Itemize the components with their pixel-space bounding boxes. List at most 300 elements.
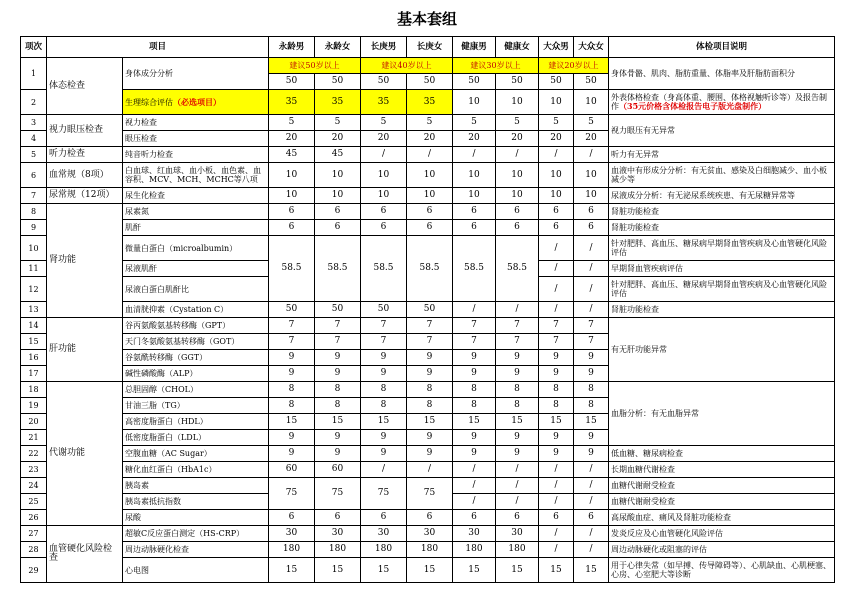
row-index: 4 [21, 131, 47, 147]
price-cell: 9 [361, 350, 407, 366]
price-cell: 30 [315, 526, 361, 542]
price-cell: 9 [315, 446, 361, 462]
table-row [21, 446, 835, 462]
price-cell: 9 [496, 430, 539, 446]
price-cell: 9 [539, 350, 574, 366]
row-index: 18 [21, 382, 47, 398]
price-cell: 7 [269, 318, 315, 334]
price-cell: 7 [315, 334, 361, 350]
price-cell: / [539, 236, 574, 261]
advice-cell: 建议40岁以上 [361, 58, 453, 74]
price-cell: 7 [361, 334, 407, 350]
price-cell: 60 [315, 462, 361, 478]
price-cell: / [453, 494, 496, 510]
description: 针对肥胖、高血压、糖尿病早期肾血管疾病及心血管硬化风险评估 [609, 236, 835, 261]
table-row [21, 204, 835, 220]
price-cell: 9 [574, 430, 609, 446]
price-cell: / [539, 277, 574, 302]
price-cell: 10 [539, 163, 574, 188]
header-index: 项次 [21, 37, 47, 58]
price-cell: 7 [407, 318, 453, 334]
header-col-7: 大众男 [539, 37, 574, 58]
price-cell: 15 [361, 558, 407, 583]
price-cell: 6 [361, 220, 407, 236]
price-cell: 20 [539, 131, 574, 147]
description: 周边动脉硬化或阻塞的评估 [609, 542, 835, 558]
price-cell: 9 [315, 430, 361, 446]
price-cell: / [539, 147, 574, 163]
price-cell: 5 [453, 115, 496, 131]
item-name: 肌酐 [123, 220, 269, 236]
category-label: 肾功能 [47, 204, 123, 318]
item-name: 纯音听力检查 [123, 147, 269, 163]
price-cell: 9 [315, 350, 361, 366]
price-cell: 30 [361, 526, 407, 542]
price-cell: / [496, 462, 539, 478]
price-cell: 15 [539, 558, 574, 583]
table-row [21, 558, 835, 583]
price-cell: 6 [574, 510, 609, 526]
price-cell: 50 [496, 74, 539, 90]
price-cell: 9 [361, 430, 407, 446]
table-row [21, 478, 835, 494]
price-cell: 5 [407, 115, 453, 131]
item-name: 高密度脂蛋白（HDL） [123, 414, 269, 430]
price-cell: 6 [315, 510, 361, 526]
price-cell: 9 [453, 446, 496, 462]
price-cell: 15 [539, 414, 574, 430]
row-index: 28 [21, 542, 47, 558]
price-cell: 6 [407, 510, 453, 526]
category-label: 视力眼压检查 [47, 115, 123, 147]
description: 肾脏功能检查 [609, 220, 835, 236]
price-cell: / [496, 478, 539, 494]
item-name: 尿酸 [123, 510, 269, 526]
row-index: 7 [21, 188, 47, 204]
price-cell: 30 [453, 526, 496, 542]
price-cell: 180 [315, 542, 361, 558]
price-cell: / [496, 302, 539, 318]
description: 血液中有形成分分析：有无贫血、感染及白细胞减少、血小板减少等 [609, 163, 835, 188]
row-index: 13 [21, 302, 47, 318]
price-cell: 35 [269, 90, 315, 115]
price-cell: / [574, 277, 609, 302]
item-name: 天门冬氨酸氨基转移酶（GOT） [123, 334, 269, 350]
description: 低血糖、糖尿病检查 [609, 446, 835, 462]
price-cell: 6 [539, 510, 574, 526]
price-cell: 35 [361, 90, 407, 115]
row-index: 27 [21, 526, 47, 542]
category-label: 血常规（8项） [47, 163, 123, 188]
price-cell: 20 [269, 131, 315, 147]
price-cell: 7 [315, 318, 361, 334]
price-cell: 6 [315, 220, 361, 236]
advice-cell: 建议30岁以上 [453, 58, 539, 74]
price-cell: 8 [453, 382, 496, 398]
price-cell: 10 [574, 188, 609, 204]
price-cell: 8 [269, 398, 315, 414]
row-index: 20 [21, 414, 47, 430]
price-cell: 75 [269, 478, 315, 510]
price-cell: 20 [361, 131, 407, 147]
price-cell: 6 [453, 220, 496, 236]
price-cell: 6 [269, 510, 315, 526]
item-name: 空腹血糖（AC Sugar） [123, 446, 269, 462]
price-cell: 180 [453, 542, 496, 558]
item-name: 总胆固醇（CHOL） [123, 382, 269, 398]
price-cell: 35 [315, 90, 361, 115]
price-cell: 10 [453, 163, 496, 188]
row-index: 15 [21, 334, 47, 350]
row-index: 3 [21, 115, 47, 131]
price-cell: 6 [315, 204, 361, 220]
price-cell: 10 [407, 188, 453, 204]
header-col-3: 长庚男 [361, 37, 407, 58]
price-cell: 10 [496, 90, 539, 115]
price-cell: 10 [361, 163, 407, 188]
row-index: 21 [21, 430, 47, 446]
price-cell: / [496, 147, 539, 163]
price-cell: 45 [269, 147, 315, 163]
price-cell: 50 [407, 74, 453, 90]
price-cell: 9 [539, 446, 574, 462]
description: 尿液成分分析：有无泌尿系统疾患、有无尿糖异常等 [609, 188, 835, 204]
price-cell: 9 [407, 430, 453, 446]
price-cell: 8 [539, 398, 574, 414]
price-cell: 10 [539, 90, 574, 115]
price-cell: 8 [407, 398, 453, 414]
price-cell: 9 [496, 350, 539, 366]
price-cell: 7 [539, 318, 574, 334]
row-index: 8 [21, 204, 47, 220]
table-row [21, 302, 835, 318]
price-cell: / [574, 478, 609, 494]
price-cell: / [574, 462, 609, 478]
table-row [21, 510, 835, 526]
advice-cell: 建议50岁以上 [269, 58, 361, 74]
price-cell: 50 [453, 74, 496, 90]
price-cell: 9 [539, 366, 574, 382]
price-cell: 15 [407, 558, 453, 583]
header-col-8: 大众女 [574, 37, 609, 58]
item-name: 糖化血红蛋白（HbA1c） [123, 462, 269, 478]
description: 早期肾血管疾病评估 [609, 261, 835, 277]
price-cell: 15 [574, 414, 609, 430]
price-cell: / [574, 147, 609, 163]
header-col-2: 永龄女 [315, 37, 361, 58]
price-cell: 5 [574, 115, 609, 131]
price-cell: / [361, 147, 407, 163]
row-index: 24 [21, 478, 47, 494]
price-cell: / [574, 494, 609, 510]
price-cell: 8 [361, 382, 407, 398]
description: 身体骨骼、肌肉、脂肪重量、体脂率及肝脂肪面积分 [609, 58, 835, 90]
price-cell: 10 [269, 163, 315, 188]
package-table [20, 36, 835, 583]
item-name: 低密度脂蛋白（LDL） [123, 430, 269, 446]
price-cell: 6 [496, 510, 539, 526]
description: 发炎反应及心血管硬化风险评估 [609, 526, 835, 542]
price-cell: 50 [269, 302, 315, 318]
price-cell: 7 [574, 334, 609, 350]
description: 血糖代谢耐受检查 [609, 494, 835, 510]
price-cell: 10 [315, 188, 361, 204]
price-cell: 15 [315, 558, 361, 583]
row-index: 6 [21, 163, 47, 188]
price-cell: 50 [539, 74, 574, 90]
category-label: 听力检查 [47, 147, 123, 163]
price-cell: 10 [539, 188, 574, 204]
price-cell: 5 [361, 115, 407, 131]
price-cell: 9 [453, 430, 496, 446]
item-name: 血清胱抑素（Cystation C） [123, 302, 269, 318]
price-cell: / [574, 236, 609, 261]
price-cell: 8 [407, 382, 453, 398]
row-index: 29 [21, 558, 47, 583]
price-cell: 9 [574, 350, 609, 366]
price-cell: 7 [496, 318, 539, 334]
description: 听力有无异常 [609, 147, 835, 163]
price-cell: 9 [315, 366, 361, 382]
price-cell: 9 [407, 366, 453, 382]
price-cell: / [574, 526, 609, 542]
price-cell: 180 [496, 542, 539, 558]
price-cell: / [453, 462, 496, 478]
price-cell: 20 [407, 131, 453, 147]
price-cell: / [407, 147, 453, 163]
price-cell: / [539, 542, 574, 558]
item-name-text: 生理综合评估 [125, 97, 173, 107]
category-label: 血管硬化风险检查 [47, 526, 123, 583]
price-cell: 9 [453, 350, 496, 366]
header-col-5: 健康男 [453, 37, 496, 58]
description: 有无肝功能异常 [609, 318, 835, 382]
price-cell: 50 [269, 74, 315, 90]
row-index: 9 [21, 220, 47, 236]
row-index: 1 [21, 58, 47, 90]
price-cell: 7 [539, 334, 574, 350]
price-cell: 7 [574, 318, 609, 334]
price-cell: 6 [361, 510, 407, 526]
price-cell: 7 [496, 334, 539, 350]
price-cell: 35 [407, 90, 453, 115]
table-row [21, 90, 835, 115]
price-cell: / [539, 302, 574, 318]
page-title: 基本套组 [396, 10, 457, 28]
price-cell: 20 [315, 131, 361, 147]
row-index: 10 [21, 236, 47, 261]
price-cell: / [496, 494, 539, 510]
header-row [21, 37, 835, 58]
price-cell: / [539, 494, 574, 510]
table-row [21, 147, 835, 163]
row-index: 11 [21, 261, 47, 277]
price-cell: 15 [574, 558, 609, 583]
row-index: 25 [21, 494, 47, 510]
price-cell: 8 [496, 398, 539, 414]
price-cell: / [539, 526, 574, 542]
item-name: 白血球、红血球、血小板、血色素、血容积、MCV、MCH、MCHC等八项 [123, 163, 269, 188]
price-cell: 6 [539, 220, 574, 236]
price-cell: 9 [361, 446, 407, 462]
price-cell: 45 [315, 147, 361, 163]
price-cell: 15 [453, 414, 496, 430]
price-cell: 9 [496, 366, 539, 382]
item-name: 胰岛素抵抗指数 [123, 494, 269, 510]
price-cell: 10 [574, 163, 609, 188]
price-cell: 6 [453, 204, 496, 220]
price-cell: 15 [496, 414, 539, 430]
price-cell: 6 [539, 204, 574, 220]
price-cell: 10 [407, 163, 453, 188]
price-cell: 10 [453, 90, 496, 115]
price-cell: / [453, 147, 496, 163]
description-note: （35元价格含体检报告电子版光盘制作） [619, 101, 767, 111]
price-cell: / [539, 462, 574, 478]
price-cell: 9 [407, 350, 453, 366]
description [609, 90, 835, 115]
price-cell: 5 [496, 115, 539, 131]
description: 血脂分析：有无血脂异常 [609, 382, 835, 446]
price-cell: 15 [269, 558, 315, 583]
table-row [21, 382, 835, 398]
price-cell: 15 [361, 414, 407, 430]
price-cell: 6 [496, 220, 539, 236]
price-cell: 58.5 [407, 236, 453, 302]
row-index: 23 [21, 462, 47, 478]
price-cell: 7 [407, 334, 453, 350]
item-name: 微量白蛋白（microalbumin） [123, 236, 269, 261]
price-cell: 15 [315, 414, 361, 430]
price-cell: 6 [361, 204, 407, 220]
table-row [21, 220, 835, 236]
price-cell: 8 [315, 382, 361, 398]
item-name [123, 90, 269, 115]
price-cell: 5 [315, 115, 361, 131]
price-cell: 9 [269, 430, 315, 446]
row-index: 22 [21, 446, 47, 462]
header-description: 体检项目说明 [609, 37, 835, 58]
row-index: 12 [21, 277, 47, 302]
category-label: 体态检查 [47, 58, 123, 115]
price-cell: 50 [361, 302, 407, 318]
price-cell: 50 [361, 74, 407, 90]
table-row [21, 542, 835, 558]
row-index: 17 [21, 366, 47, 382]
price-cell: 180 [407, 542, 453, 558]
item-name: 视力检查 [123, 115, 269, 131]
price-cell: 10 [496, 188, 539, 204]
row-index: 19 [21, 398, 47, 414]
price-cell: 7 [361, 318, 407, 334]
price-cell: 9 [269, 350, 315, 366]
price-cell: 20 [453, 131, 496, 147]
description: 用于心律失常（如早搏、传导障碍等）、心肌缺血、心肌梗塞、心房、心室肥大等诊断 [609, 558, 835, 583]
description: 血糖代谢耐受检查 [609, 478, 835, 494]
price-cell: 15 [407, 414, 453, 430]
price-cell: 7 [453, 334, 496, 350]
price-cell: 9 [361, 366, 407, 382]
price-cell: 20 [496, 131, 539, 147]
item-name: 身体成分分析 [123, 58, 269, 90]
price-cell: 6 [496, 204, 539, 220]
price-cell: / [407, 462, 453, 478]
price-cell: 180 [269, 542, 315, 558]
required-note: （必选项目） [173, 96, 221, 107]
description: 肾脏功能检查 [609, 204, 835, 220]
price-cell: 58.5 [315, 236, 361, 302]
price-cell: 15 [496, 558, 539, 583]
price-cell: 50 [315, 302, 361, 318]
advice-cell: 建议20岁以上 [539, 58, 609, 74]
price-cell: 50 [407, 302, 453, 318]
price-cell: / [539, 261, 574, 277]
row-index: 2 [21, 90, 47, 115]
price-cell: 6 [407, 204, 453, 220]
price-cell: 20 [574, 131, 609, 147]
price-cell: 10 [315, 163, 361, 188]
price-cell: 9 [539, 430, 574, 446]
price-cell: 7 [269, 334, 315, 350]
table-row [21, 236, 835, 261]
price-cell: 10 [361, 188, 407, 204]
price-cell: 60 [269, 462, 315, 478]
price-cell: 58.5 [453, 236, 496, 302]
row-index: 14 [21, 318, 47, 334]
header-col-4: 长庚女 [407, 37, 453, 58]
price-cell: 8 [496, 382, 539, 398]
price-cell: / [361, 462, 407, 478]
price-cell: 6 [407, 220, 453, 236]
price-cell: 8 [574, 398, 609, 414]
price-cell: 75 [315, 478, 361, 510]
item-name: 尿生化检查 [123, 188, 269, 204]
item-name: 尿素氮 [123, 204, 269, 220]
price-cell: 6 [269, 204, 315, 220]
item-name: 谷氨酰转移酶（GGT） [123, 350, 269, 366]
price-cell: 8 [574, 382, 609, 398]
price-cell: 15 [453, 558, 496, 583]
description-text: 外表体格检查（身高体重、腰围、体格视触听诊等）及报告制作 [611, 93, 828, 111]
table-row [21, 188, 835, 204]
table-row [21, 462, 835, 478]
category-label: 尿常规（12项） [47, 188, 123, 204]
item-name: 周边动脉硬化检查 [123, 542, 269, 558]
price-cell: 10 [269, 188, 315, 204]
table-row [21, 318, 835, 334]
price-cell: 8 [361, 398, 407, 414]
price-cell: 75 [361, 478, 407, 510]
item-name: 胰岛素 [123, 478, 269, 494]
price-cell: 8 [269, 382, 315, 398]
price-cell: 180 [361, 542, 407, 558]
price-cell: 9 [574, 446, 609, 462]
price-cell: 8 [539, 382, 574, 398]
row-index: 5 [21, 147, 47, 163]
price-cell: / [574, 542, 609, 558]
item-name: 谷丙氨酸氨基转移酶（GPT） [123, 318, 269, 334]
price-cell: 58.5 [361, 236, 407, 302]
price-cell: 75 [407, 478, 453, 510]
price-cell: / [453, 302, 496, 318]
table-row [21, 115, 835, 131]
price-cell: 30 [269, 526, 315, 542]
price-cell: 5 [539, 115, 574, 131]
price-cell: / [453, 478, 496, 494]
price-cell: 10 [574, 90, 609, 115]
table-row [21, 58, 835, 74]
price-cell: 6 [574, 204, 609, 220]
